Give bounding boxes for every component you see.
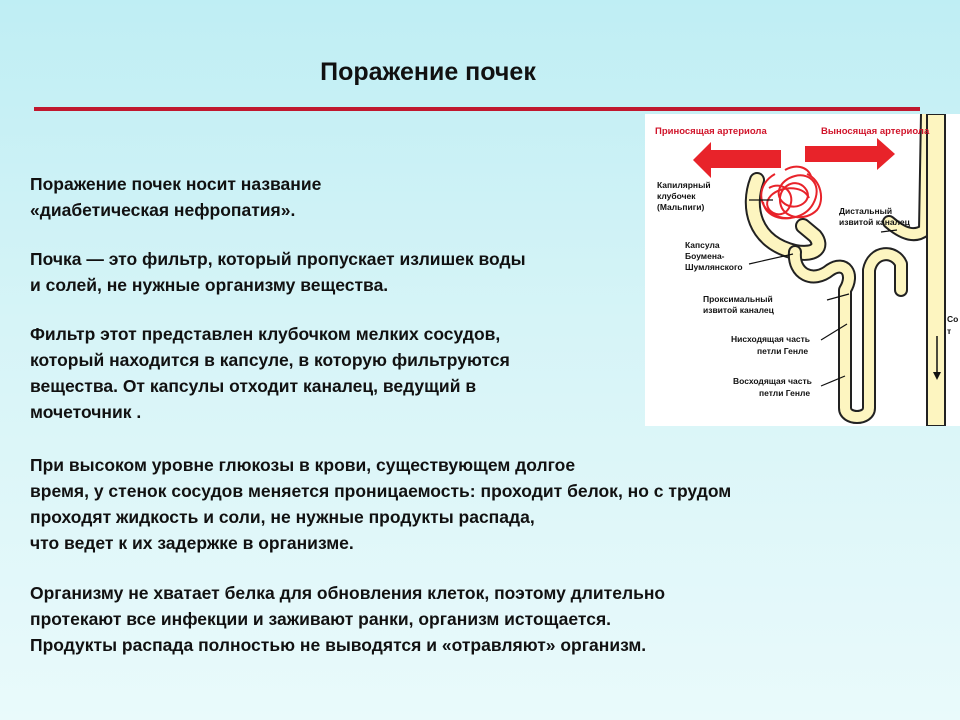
ascending-label: петли Генле <box>759 388 811 398</box>
text-line: протекают все инфекции и заживают ранки, организм истощается. <box>30 609 612 629</box>
text-line: Продукты распада полностью не выводятся и «отравляют» организм. <box>30 635 647 655</box>
paragraph-2 <box>30 246 526 298</box>
proximal-label: Проксимальный <box>703 294 773 304</box>
glomerulus <box>761 167 821 219</box>
collecting-label: т <box>947 326 952 336</box>
text-line: Поражение почек носит название <box>30 174 322 194</box>
paragraph-5 <box>30 580 665 658</box>
annotation-labels <box>657 180 958 398</box>
text-line: и солей, не нужные организму вещества. <box>30 275 389 295</box>
glomerulus-label: Капилярный <box>657 180 711 190</box>
descending-label: петли Генле <box>757 346 809 356</box>
nephron-svg <box>645 114 960 426</box>
glomerulus-label: (Мальпиги) <box>657 202 705 212</box>
text-line: «диабетическая нефропатия». <box>30 200 296 220</box>
distal-label: извитой каналец <box>839 217 910 227</box>
proximal-label: извитой каналец <box>703 305 774 315</box>
text-line: При высоком уровне глюкозы в крови, существующем долгое <box>30 455 576 475</box>
descending-label: Нисходящая часть <box>731 334 811 344</box>
text-line: который находится в капсуле, в которую фильтруются <box>30 350 510 370</box>
paragraph-4 <box>30 452 731 556</box>
glomerulus-label: клубочек <box>657 191 696 201</box>
distal-label: Дистальный <box>839 206 893 216</box>
nephron-diagram <box>645 114 960 426</box>
arterioles <box>693 138 895 178</box>
capsule-label: Боумена- <box>685 251 725 261</box>
ascending-label: Восходящая часть <box>733 376 812 386</box>
paragraph-3 <box>30 321 510 425</box>
text-line: что ведет к их задержке в организме. <box>30 533 354 553</box>
text-line: Почка — это фильтр, который пропускает излишек воды <box>30 249 526 269</box>
collecting-label: Со <box>947 314 959 324</box>
paragraph-1 <box>30 171 321 223</box>
afferent-label: Приносящая артериола <box>655 126 767 137</box>
page-title: Поражение почек <box>320 58 536 86</box>
text-line: время, у стенок сосудов меняется проницаемость: проходит белок, но с трудом <box>30 481 732 501</box>
title-underline <box>34 107 920 111</box>
text-line: Фильтр этот представлен клубочком мелких сосудов, <box>30 324 501 344</box>
text-line: мочеточник . <box>30 402 142 422</box>
text-line: проходят жидкость и соли, не нужные продукты распада, <box>30 507 535 527</box>
text-line: вещества. От капсулы отходит каналец, ведущий в <box>30 376 477 396</box>
text-line: Организму не хватает белка для обновления клеток, поэтому длительно <box>30 583 666 603</box>
efferent-label: Выносящая артериола <box>821 126 930 137</box>
capsule-label: Капсула <box>685 240 720 250</box>
capsule-label: Шумлянского <box>685 262 743 272</box>
